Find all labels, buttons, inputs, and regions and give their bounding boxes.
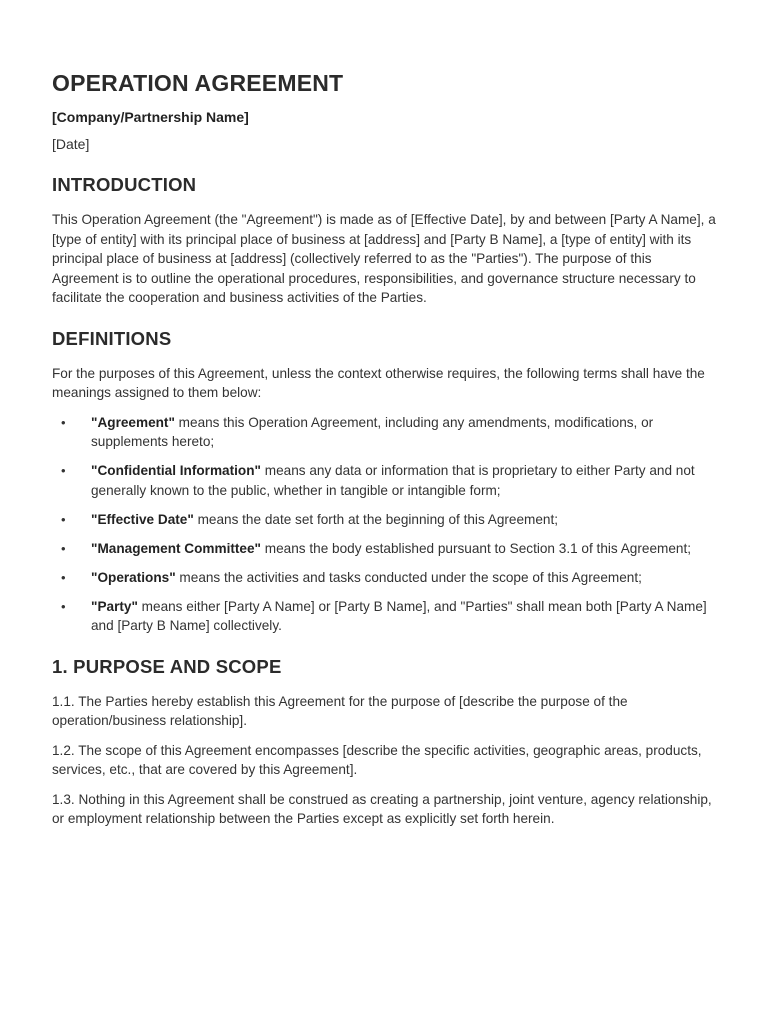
definitions-heading: DEFINITIONS <box>52 327 172 349</box>
definition-term: "Operations" <box>91 569 176 585</box>
definition-item <box>52 568 718 588</box>
document-title: OPERATION AGREEMENT <box>52 70 344 96</box>
definition-term: "Management Committee" <box>91 540 262 556</box>
definition-text: means the date set forth at the beginning of this Agreement; <box>193 511 559 527</box>
bullet-icon: • <box>61 511 66 527</box>
clause-1-3: 1.3. Nothing in this Agreement shall be construed as creating a partnership, joint venture, agency relationship, or employment relationship between the Parties except as explicitly set forth herein. <box>52 791 712 826</box>
bullet-icon: • <box>61 540 66 556</box>
definition-text: means any data or information that is proprietary to either Party and not generally known to the public, whether in tangible or intangible form; <box>91 463 695 498</box>
definition-term: "Effective Date" <box>91 511 194 527</box>
bullet-icon: • <box>61 569 66 585</box>
definitions-intro: For the purposes of this Agreement, unless the context otherwise requires, the following terms shall have the meanings assigned to them below: <box>52 365 705 400</box>
bullet-icon: • <box>61 463 66 478</box>
definition-item <box>52 461 718 500</box>
definition-term: "Agreement" <box>91 414 175 430</box>
definition-term: "Confidential Information" <box>91 463 261 478</box>
definition-text: means the activities and tasks conducted under the scope of this Agreement; <box>175 569 642 585</box>
bullet-icon: • <box>61 414 66 430</box>
definition-term: "Party" <box>91 598 138 614</box>
clause-1-1: 1.1. The Parties hereby establish this Agreement for the purpose of [describe the purpose of the operation/business relationship]. <box>52 693 628 728</box>
definition-item <box>52 597 718 636</box>
definition-item <box>52 510 718 530</box>
clause-1-2: 1.2. The scope of this Agreement encompasses [describe the specific activities, geographic areas, products, services, etc., that are covered by this Agreement]. <box>52 742 702 777</box>
introduction-heading: INTRODUCTION <box>52 174 197 195</box>
definition-text: means this Operation Agreement, including any amendments, modifications, or supplements hereto; <box>91 414 654 449</box>
definition-text: means the body established pursuant to Section 3.1 of this Agreement; <box>261 540 691 556</box>
definition-text: means either [Party A Name] or [Party B Name], and "Parties" shall mean both [Party A Name] and [Party B Name] collectively. <box>91 598 707 633</box>
definition-item <box>52 539 718 559</box>
definitions-list <box>52 413 718 636</box>
bullet-icon: • <box>61 598 66 614</box>
company-name: [Company/Partnership Name] <box>52 109 249 125</box>
purpose-scope-heading: 1. PURPOSE AND SCOPE <box>52 655 282 677</box>
definition-item <box>52 413 718 452</box>
introduction-paragraph: This Operation Agreement (the "Agreement") is made as of [Effective Date], by and between [Party A Name], a [type of entity] with its principal place of business at [address] and [Party B Name], a [type of entity] with its principal place of business at [address] (collectively referred to as the "Parties"). The purpose of this Agreement is to outline the operational procedures, responsibilities, and governance structure necessary to facilitate the cooperation and business activities of the Parties. <box>52 212 716 305</box>
document-date: [Date] <box>52 136 90 152</box>
